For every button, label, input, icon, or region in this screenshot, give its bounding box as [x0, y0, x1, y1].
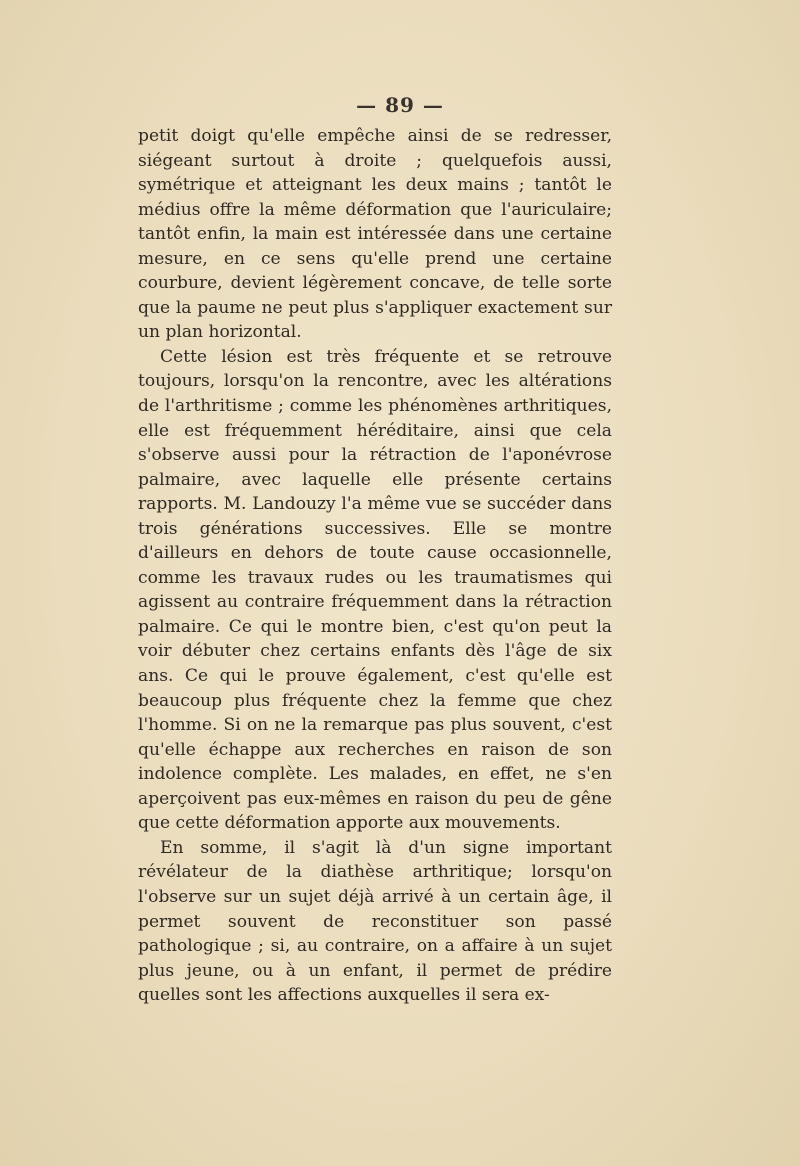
paragraph-3: En somme, il s'agit là d'un signe important révélateur de la diathèse arthritique; lorsqu'on l'observe sur un sujet déjà arrivé à un certain âge, il permet souvent de reconstituer son passé pathologique ; si, au contraire, on a affaire à un sujet plus jeune, ou à un enfant, il permet de prédire quelles sont les affections auxquelles il sera ex- [138, 837, 612, 1006]
paragraph-1: petit doigt qu'elle empêche ainsi de se redresser, siégeant surtout à droite ; quelquefois aussi, symétrique et atteignant les deux mains ; tantôt le médius offre la même déformation que l'auriculaire; tantôt enfin, la main est intéressée dans une certaine mesure, en ce sens qu'elle prend une certaine courbure, devient légèrement concave, de telle sorte que la paume ne peut plus s'appliquer exactement sur un plan horizontal. [138, 126, 612, 343]
page-number-header: — 89 — [356, 93, 444, 117]
paragraph-2: Cette lésion est très fréquente et se retrouve toujours, lorsqu'on la rencontre, avec les altérations de l'arthritisme ; comme les phénomènes arthritiques, elle est fréquemment héréditaire, ainsi que cela s'observe aussi pour la rétraction de l'aponévrose palmaire, avec laquelle elle présente certains rapports. M. Landouzy l'a même vue se succéder dans trois générations successives. Elle se montre d'ailleurs en dehors de toute cause occasionnelle, comme les travaux rudes ou les traumatismes qui agissent au contraire fréquemment dans la rétraction palmaire. Ce qui le montre bien, c'est qu'on peut la voir débuter chez certains enfants dès l'âge de six ans. Ce qui le prouve également, c'est qu'elle est beaucoup plus fréquente chez la femme que chez l'homme. Si on ne la remarque pas plus souvent, c'est qu'elle échappe aux recherches en raison de son indolence complète. Les malades, en effet, ne s'en aperçoivent pas eux-mêmes en raison du peu de gêne que cette déformation apporte aux mouvements. [138, 346, 612, 834]
body-text [138, 124, 612, 1008]
